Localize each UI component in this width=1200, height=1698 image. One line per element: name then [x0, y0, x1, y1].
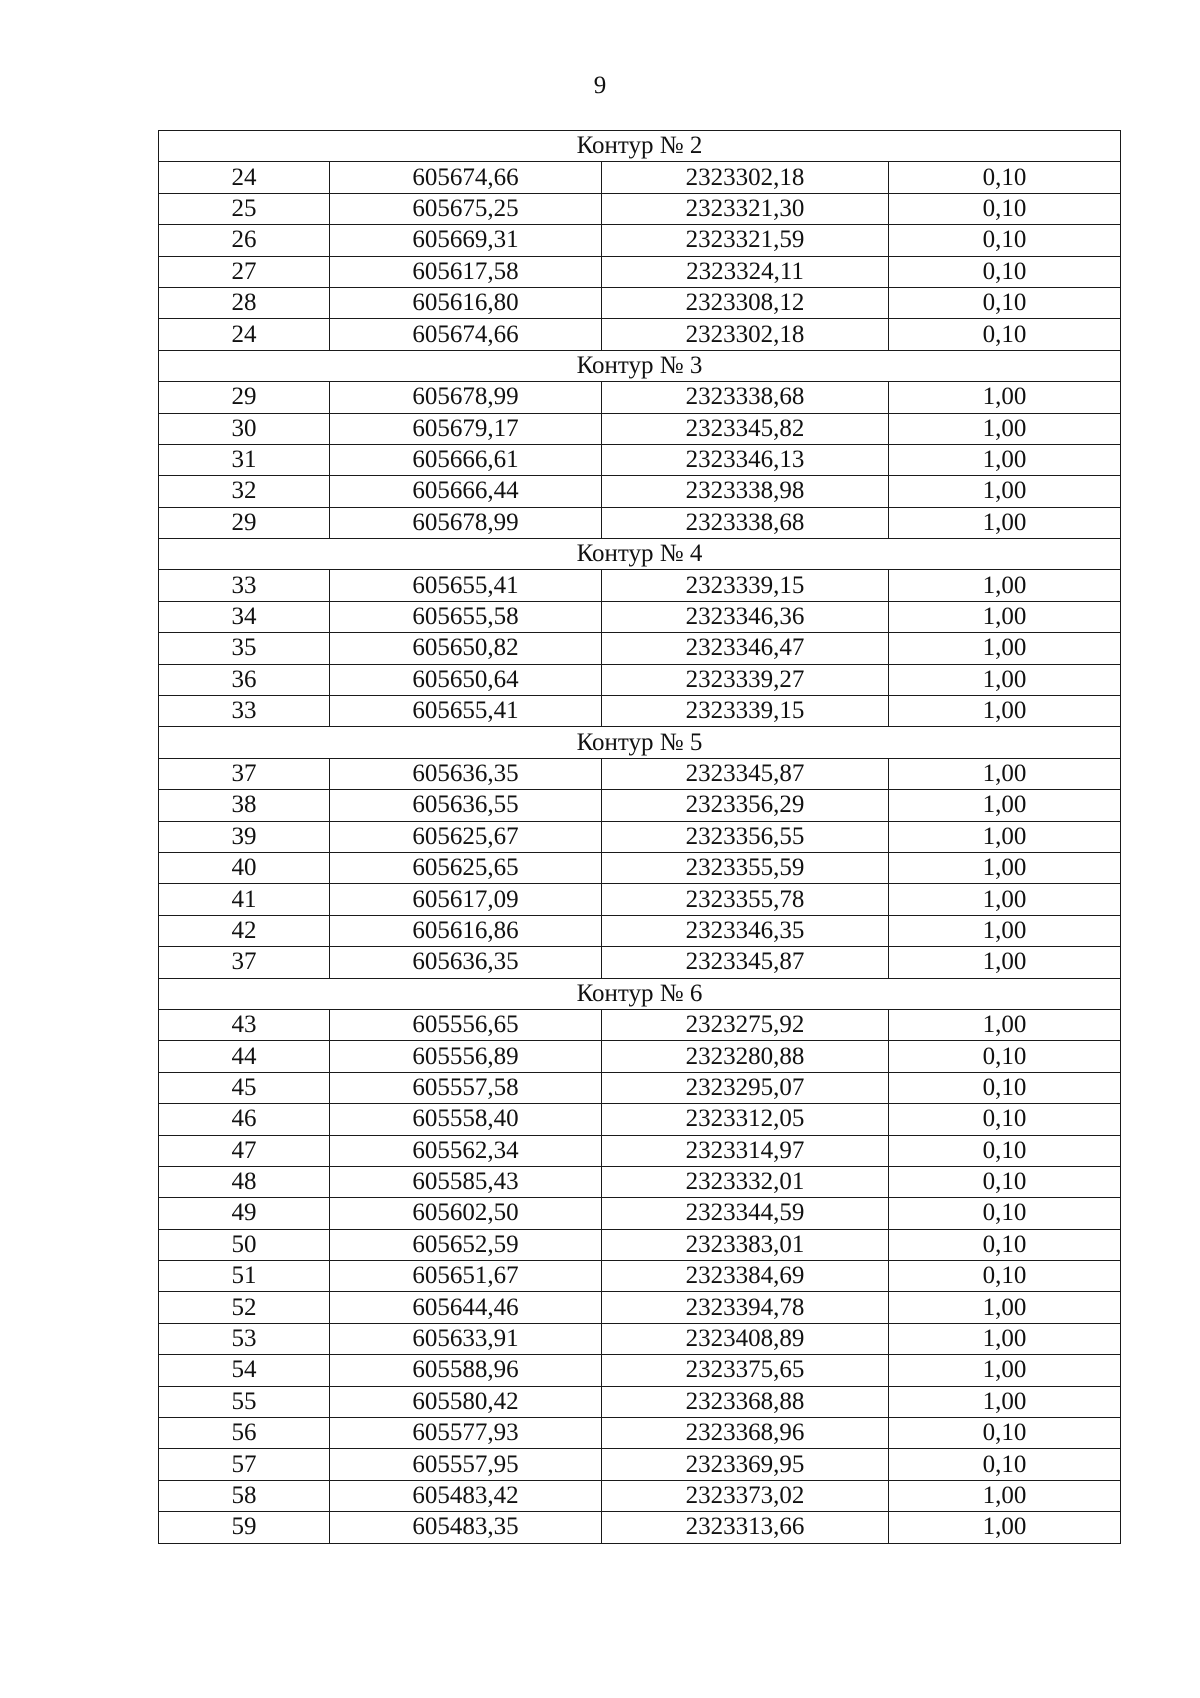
accuracy-cell: 1,00 [889, 507, 1121, 538]
point-number-cell: 40 [159, 852, 330, 883]
accuracy-cell: 1,00 [889, 758, 1121, 789]
point-number-cell: 42 [159, 915, 330, 946]
point-number-cell: 53 [159, 1323, 330, 1354]
y-coordinate-cell: 2323346,35 [602, 915, 889, 946]
x-coordinate-cell: 605558,40 [330, 1104, 602, 1135]
table-row [159, 1261, 1121, 1292]
accuracy-cell: 0,10 [889, 1449, 1121, 1480]
y-coordinate-cell: 2323345,87 [602, 947, 889, 978]
y-coordinate-cell: 2323369,95 [602, 1449, 889, 1480]
x-coordinate-cell: 605483,35 [330, 1512, 602, 1543]
point-number-cell: 29 [159, 507, 330, 538]
table-row [159, 1135, 1121, 1166]
table-row [159, 287, 1121, 318]
y-coordinate-cell: 2323338,98 [602, 476, 889, 507]
x-coordinate-cell: 605617,58 [330, 256, 602, 287]
accuracy-cell: 1,00 [889, 696, 1121, 727]
x-coordinate-cell: 605644,46 [330, 1292, 602, 1323]
y-coordinate-cell: 2323345,87 [602, 758, 889, 789]
accuracy-cell: 1,00 [889, 790, 1121, 821]
point-number-cell: 36 [159, 664, 330, 695]
accuracy-cell: 1,00 [889, 664, 1121, 695]
accuracy-cell: 1,00 [889, 884, 1121, 915]
accuracy-cell: 0,10 [889, 1072, 1121, 1103]
table-row [159, 570, 1121, 601]
accuracy-cell: 0,10 [889, 1135, 1121, 1166]
x-coordinate-cell: 605556,65 [330, 1009, 602, 1040]
x-coordinate-cell: 605557,95 [330, 1449, 602, 1480]
table-row [159, 821, 1121, 852]
y-coordinate-cell: 2323314,97 [602, 1135, 889, 1166]
accuracy-cell: 0,10 [889, 319, 1121, 350]
contour-title: Контур № 2 [159, 131, 1121, 162]
table-row [159, 1041, 1121, 1072]
y-coordinate-cell: 2323275,92 [602, 1009, 889, 1040]
accuracy-cell: 0,10 [889, 1418, 1121, 1449]
y-coordinate-cell: 2323346,47 [602, 633, 889, 664]
point-number-cell: 34 [159, 601, 330, 632]
table-row [159, 1512, 1121, 1543]
accuracy-cell: 1,00 [889, 1480, 1121, 1511]
table-row [159, 633, 1121, 664]
point-number-cell: 58 [159, 1480, 330, 1511]
point-number-cell: 54 [159, 1355, 330, 1386]
x-coordinate-cell: 605625,67 [330, 821, 602, 852]
point-number-cell: 24 [159, 319, 330, 350]
accuracy-cell: 1,00 [889, 915, 1121, 946]
table-row [159, 1418, 1121, 1449]
y-coordinate-cell: 2323368,88 [602, 1386, 889, 1417]
x-coordinate-cell: 605625,65 [330, 852, 602, 883]
contour-header-row [159, 539, 1121, 570]
table-row [159, 193, 1121, 224]
y-coordinate-cell: 2323368,96 [602, 1418, 889, 1449]
point-number-cell: 25 [159, 193, 330, 224]
accuracy-cell: 1,00 [889, 444, 1121, 475]
table-row [159, 601, 1121, 632]
point-number-cell: 57 [159, 1449, 330, 1480]
point-number-cell: 29 [159, 382, 330, 413]
table-row [159, 696, 1121, 727]
y-coordinate-cell: 2323321,30 [602, 193, 889, 224]
y-coordinate-cell: 2323324,11 [602, 256, 889, 287]
table-row [159, 758, 1121, 789]
x-coordinate-cell: 605669,31 [330, 225, 602, 256]
point-number-cell: 37 [159, 758, 330, 789]
y-coordinate-cell: 2323408,89 [602, 1323, 889, 1354]
accuracy-cell: 0,10 [889, 1041, 1121, 1072]
table-row [159, 319, 1121, 350]
point-number-cell: 47 [159, 1135, 330, 1166]
accuracy-cell: 1,00 [889, 1512, 1121, 1543]
y-coordinate-cell: 2323346,13 [602, 444, 889, 475]
x-coordinate-cell: 605655,41 [330, 570, 602, 601]
table-row [159, 1480, 1121, 1511]
point-number-cell: 43 [159, 1009, 330, 1040]
x-coordinate-cell: 605675,25 [330, 193, 602, 224]
point-number-cell: 49 [159, 1198, 330, 1229]
x-coordinate-cell: 605617,09 [330, 884, 602, 915]
point-number-cell: 50 [159, 1229, 330, 1260]
page-number: 9 [593, 72, 607, 99]
y-coordinate-cell: 2323339,15 [602, 696, 889, 727]
point-number-cell: 39 [159, 821, 330, 852]
point-number-cell: 48 [159, 1166, 330, 1197]
point-number-cell: 38 [159, 790, 330, 821]
accuracy-cell: 1,00 [889, 570, 1121, 601]
y-coordinate-cell: 2323280,88 [602, 1041, 889, 1072]
x-coordinate-cell: 605633,91 [330, 1323, 602, 1354]
point-number-cell: 24 [159, 162, 330, 193]
point-number-cell: 33 [159, 570, 330, 601]
table-row [159, 444, 1121, 475]
table-row [159, 507, 1121, 538]
contour-title: Контур № 6 [159, 978, 1121, 1009]
point-number-cell: 35 [159, 633, 330, 664]
point-number-cell: 37 [159, 947, 330, 978]
contour-title: Контур № 4 [159, 539, 1121, 570]
accuracy-cell: 1,00 [889, 413, 1121, 444]
table-row [159, 1323, 1121, 1354]
x-coordinate-cell: 605588,96 [330, 1355, 602, 1386]
point-number-cell: 45 [159, 1072, 330, 1103]
table-row [159, 852, 1121, 883]
point-number-cell: 30 [159, 413, 330, 444]
y-coordinate-cell: 2323344,59 [602, 1198, 889, 1229]
table-row [159, 1449, 1121, 1480]
accuracy-cell: 0,10 [889, 256, 1121, 287]
point-number-cell: 27 [159, 256, 330, 287]
point-number-cell: 51 [159, 1261, 330, 1292]
y-coordinate-cell: 2323345,82 [602, 413, 889, 444]
x-coordinate-cell: 605678,99 [330, 507, 602, 538]
accuracy-cell: 1,00 [889, 633, 1121, 664]
y-coordinate-cell: 2323373,02 [602, 1480, 889, 1511]
y-coordinate-cell: 2323356,55 [602, 821, 889, 852]
accuracy-cell: 0,10 [889, 287, 1121, 318]
point-number-cell: 46 [159, 1104, 330, 1135]
x-coordinate-cell: 605674,66 [330, 162, 602, 193]
table-row [159, 1229, 1121, 1260]
accuracy-cell: 1,00 [889, 821, 1121, 852]
x-coordinate-cell: 605674,66 [330, 319, 602, 350]
accuracy-cell: 0,10 [889, 225, 1121, 256]
contour-header-row [159, 978, 1121, 1009]
y-coordinate-cell: 2323338,68 [602, 507, 889, 538]
y-coordinate-cell: 2323384,69 [602, 1261, 889, 1292]
y-coordinate-cell: 2323332,01 [602, 1166, 889, 1197]
x-coordinate-cell: 605577,93 [330, 1418, 602, 1449]
point-number-cell: 32 [159, 476, 330, 507]
accuracy-cell: 1,00 [889, 852, 1121, 883]
y-coordinate-cell: 2323313,66 [602, 1512, 889, 1543]
point-number-cell: 26 [159, 225, 330, 256]
x-coordinate-cell: 605585,43 [330, 1166, 602, 1197]
y-coordinate-cell: 2323308,12 [602, 287, 889, 318]
accuracy-cell: 0,10 [889, 193, 1121, 224]
x-coordinate-cell: 605666,61 [330, 444, 602, 475]
x-coordinate-cell: 605655,58 [330, 601, 602, 632]
accuracy-cell: 1,00 [889, 476, 1121, 507]
accuracy-cell: 1,00 [889, 1355, 1121, 1386]
accuracy-cell: 1,00 [889, 947, 1121, 978]
y-coordinate-cell: 2323302,18 [602, 162, 889, 193]
x-coordinate-cell: 605580,42 [330, 1386, 602, 1417]
point-number-cell: 52 [159, 1292, 330, 1323]
x-coordinate-cell: 605650,82 [330, 633, 602, 664]
table-row [159, 1386, 1121, 1417]
contour-header-row [159, 350, 1121, 381]
table-row [159, 1198, 1121, 1229]
x-coordinate-cell: 605602,50 [330, 1198, 602, 1229]
point-number-cell: 33 [159, 696, 330, 727]
x-coordinate-cell: 605655,41 [330, 696, 602, 727]
x-coordinate-cell: 605636,55 [330, 790, 602, 821]
point-number-cell: 56 [159, 1418, 330, 1449]
y-coordinate-cell: 2323295,07 [602, 1072, 889, 1103]
table-row [159, 382, 1121, 413]
contour-title: Контур № 5 [159, 727, 1121, 758]
table-row [159, 790, 1121, 821]
table-row [159, 884, 1121, 915]
y-coordinate-cell: 2323312,05 [602, 1104, 889, 1135]
table-row [159, 476, 1121, 507]
point-number-cell: 55 [159, 1386, 330, 1417]
point-number-cell: 59 [159, 1512, 330, 1543]
coordinates-table [158, 130, 1121, 1544]
accuracy-cell: 1,00 [889, 601, 1121, 632]
x-coordinate-cell: 605652,59 [330, 1229, 602, 1260]
contour-header-row [159, 131, 1121, 162]
table-row [159, 947, 1121, 978]
x-coordinate-cell: 605557,58 [330, 1072, 602, 1103]
table-row [159, 664, 1121, 695]
y-coordinate-cell: 2323375,65 [602, 1355, 889, 1386]
table-row [159, 1072, 1121, 1103]
table-row [159, 1355, 1121, 1386]
y-coordinate-cell: 2323321,59 [602, 225, 889, 256]
x-coordinate-cell: 605666,44 [330, 476, 602, 507]
contour-title: Контур № 3 [159, 350, 1121, 381]
accuracy-cell: 0,10 [889, 1104, 1121, 1135]
x-coordinate-cell: 605651,67 [330, 1261, 602, 1292]
accuracy-cell: 0,10 [889, 1261, 1121, 1292]
table-row [159, 1104, 1121, 1135]
point-number-cell: 41 [159, 884, 330, 915]
x-coordinate-cell: 605556,89 [330, 1041, 602, 1072]
y-coordinate-cell: 2323355,59 [602, 852, 889, 883]
y-coordinate-cell: 2323302,18 [602, 319, 889, 350]
accuracy-cell: 1,00 [889, 382, 1121, 413]
table-row [159, 1009, 1121, 1040]
table-row [159, 915, 1121, 946]
contour-header-row [159, 727, 1121, 758]
x-coordinate-cell: 605616,80 [330, 287, 602, 318]
x-coordinate-cell: 605650,64 [330, 664, 602, 695]
table-row [159, 1166, 1121, 1197]
coordinates-table-body [159, 131, 1121, 1544]
x-coordinate-cell: 605562,34 [330, 1135, 602, 1166]
y-coordinate-cell: 2323383,01 [602, 1229, 889, 1260]
accuracy-cell: 0,10 [889, 1198, 1121, 1229]
x-coordinate-cell: 605616,86 [330, 915, 602, 946]
point-number-cell: 31 [159, 444, 330, 475]
y-coordinate-cell: 2323338,68 [602, 382, 889, 413]
point-number-cell: 28 [159, 287, 330, 318]
y-coordinate-cell: 2323356,29 [602, 790, 889, 821]
y-coordinate-cell: 2323394,78 [602, 1292, 889, 1323]
x-coordinate-cell: 605678,99 [330, 382, 602, 413]
table-row [159, 162, 1121, 193]
x-coordinate-cell: 605679,17 [330, 413, 602, 444]
table-row [159, 225, 1121, 256]
y-coordinate-cell: 2323339,15 [602, 570, 889, 601]
accuracy-cell: 1,00 [889, 1323, 1121, 1354]
x-coordinate-cell: 605636,35 [330, 758, 602, 789]
table-row [159, 413, 1121, 444]
accuracy-cell: 0,10 [889, 1166, 1121, 1197]
x-coordinate-cell: 605636,35 [330, 947, 602, 978]
accuracy-cell: 1,00 [889, 1292, 1121, 1323]
point-number-cell: 44 [159, 1041, 330, 1072]
accuracy-cell: 0,10 [889, 162, 1121, 193]
table-row [159, 256, 1121, 287]
y-coordinate-cell: 2323346,36 [602, 601, 889, 632]
y-coordinate-cell: 2323339,27 [602, 664, 889, 695]
accuracy-cell: 1,00 [889, 1009, 1121, 1040]
y-coordinate-cell: 2323355,78 [602, 884, 889, 915]
accuracy-cell: 0,10 [889, 1229, 1121, 1260]
accuracy-cell: 1,00 [889, 1386, 1121, 1417]
x-coordinate-cell: 605483,42 [330, 1480, 602, 1511]
table-row [159, 1292, 1121, 1323]
